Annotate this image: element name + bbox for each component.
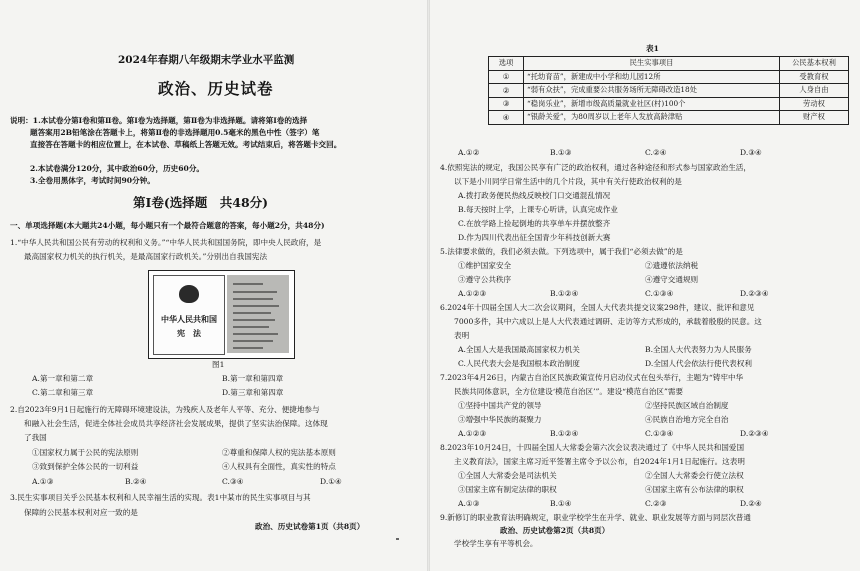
constitution-cover-title: 中华人民共和国 (161, 314, 217, 324)
option-a: A.①③ (32, 477, 54, 486)
option-d: D.全国人代会依法行使代表权利 (645, 359, 752, 368)
statement-item: ④人权具有全面性，真实性的特点 (222, 462, 336, 471)
option-d: D.②③④ (740, 429, 769, 438)
option-a: A.拨打政务便民热线反映校门口交通混乱情况 (458, 191, 611, 200)
question-text: 6.2024年十四届全国人大二次会议期间，全国人大代表共提交议案298件，建议、批评和意见 (440, 303, 755, 312)
statement-item: ③遵守公共秩序 (458, 275, 512, 284)
option-d: D.作为四川代表出征全国青少年科技创新大赛 (458, 233, 611, 242)
statement-item: ②尊重和保障人权的宪法基本原则 (222, 448, 336, 457)
option-b: B.①④ (550, 499, 572, 508)
option-b: B.①②④ (550, 289, 579, 298)
table-row (489, 97, 849, 111)
table-cell: “托幼育苗”，新建成中小学和幼儿园12所 (524, 70, 780, 84)
option-b: B.②④ (125, 477, 147, 486)
table-cell: 受教育权 (780, 70, 849, 84)
option-b: B.第一章和第四章 (222, 374, 284, 383)
part-intro: 一、单项选择题(本大题共24小题，每小题只有一个最符合题意的答案，每小题2分，共48分) (10, 221, 325, 230)
section-heading: 第Ⅰ卷(选择题 共48分) (133, 195, 269, 210)
table-cell: “银龄关爱”，为80周岁以上老年人发放高龄津贴 (524, 111, 780, 125)
table-header-row (489, 57, 849, 71)
column-header: 民生实事项目 (524, 57, 780, 71)
question-text: 7.2023年4月26日，内蒙古自治区民族政策宣传月启动仪式在包头举行，主题为“铸牢中华 (440, 373, 744, 382)
question-text: 3.民生实事项目关乎公民基本权利和人民幸福生活的实现。表1中某市的民生实事项目与其 (10, 493, 311, 502)
table-row (489, 70, 849, 84)
table-row (489, 111, 849, 125)
instruction-line: 2.本试卷满分120分，其中政治60分，历史60分。 (30, 164, 205, 173)
option-d: D.②③④ (740, 289, 769, 298)
question-text: 最高国家权力机关的执行机关，是最高国家行政机关。”分别出自我国宪法 (24, 252, 268, 261)
question-text: 以下是小川同学日常生活中的几个片段，其中有关行使政治权利的是 (454, 177, 682, 186)
page-footer: 政治、历史试卷第2页（共8页） (500, 526, 610, 535)
statement-item: ④遵守交通规则 (645, 275, 699, 284)
option-a: A.全国人大是我国最高国家权力机关 (458, 345, 580, 354)
option-c: C.①③④ (645, 429, 674, 438)
national-emblem-icon (179, 285, 199, 303)
option-b: B.每天按时上学，上课专心听讲，认真完成作业 (458, 205, 618, 214)
instruction-line: 3.全卷用黑体字，考试时间90分钟。 (30, 176, 155, 185)
table-caption: 表1 (646, 44, 659, 53)
statement-item: ④国家主席有公布法律的职权 (645, 485, 744, 494)
question-text: 了我国 (24, 433, 47, 442)
exam-title: 2024年春期八年级期末学业水平监测 (118, 54, 295, 66)
figure-caption: 图1 (212, 360, 225, 369)
question-text: 8.2023年10月24日，十四届全国人大常委会第六次会议表决通过了《中华人民共和国爱国 (440, 443, 745, 452)
question-text: 2.自2023年9月1日起施行的无障碍环境建设法，为残疾人及老年人平等、充分、便捷地参与 (10, 405, 320, 414)
table-cell: “稳岗乐业”，新增市级高质量就业社区(村)100个 (524, 97, 780, 111)
question-text: 保障的公民基本权利对应一致的是 (24, 508, 138, 517)
option-c: C.②③ (645, 499, 667, 508)
question-text: 主义教育法》，国家主席习近平签署主席令予以公布，自2024年1月1日起施行。这表明 (454, 457, 745, 466)
table-cell: 劳动权 (780, 97, 849, 111)
option-a: A.①③ (458, 499, 480, 508)
option-c: C.人民代表大会是我国根本政治制度 (458, 359, 580, 368)
constitution-contents-page (227, 275, 289, 353)
table-cell: ③ (489, 97, 524, 111)
option-c: C.第二章和第三章 (32, 388, 94, 397)
instruction-line: 直接答在答题卡的相应位置上，在本试卷、草稿纸上答题无效。考试结束后，将答题卡交回。 (30, 140, 342, 149)
option-a: A.①②③ (458, 289, 487, 298)
option-c: C.①③④ (645, 289, 674, 298)
statement-item: ②坚持民族区域自治制度 (645, 401, 729, 410)
option-a: A.第一章和第二章 (32, 374, 94, 383)
statement-item: ③国家主席有制定法律的职权 (458, 485, 557, 494)
option-a: A.①②③ (458, 429, 487, 438)
question-text: 1.“中华人民共和国公民有劳动的权利和义务。”“中华人民共和国国务院，即中央人民政府，是 (10, 238, 322, 247)
instruction-line: 说明：1.本试卷分第Ⅰ卷和第Ⅱ卷。第Ⅰ卷为选择题，第Ⅱ卷为非选择题。请将第Ⅰ卷的选择 (10, 116, 308, 125)
statement-item: ①维护国家安全 (458, 261, 512, 270)
exam-page-2 (430, 0, 860, 571)
table-1 (488, 56, 849, 125)
table-cell: 财产权 (780, 111, 849, 125)
option-a: A.①② (458, 148, 480, 157)
option-d: D.③④ (740, 148, 762, 157)
option-d: D.①④ (320, 477, 342, 486)
question-text: 学校学生享有平等机会。 (454, 539, 538, 548)
table-cell: 人身自由 (780, 84, 849, 98)
statement-item: ①国家权力属于公民的宪法原则 (32, 448, 139, 457)
option-c: C.③④ (222, 477, 244, 486)
statement-item: ①坚持中国共产党的领导 (458, 401, 542, 410)
question-text: 9.新修订的职业教育法明确规定，职业学校学生在升学、就业、职业发展等方面与同层次普通 (440, 513, 751, 522)
table-row (489, 84, 849, 98)
statement-item: ②全国人大常委会行使立法权 (645, 471, 744, 480)
question-text: 4.依照宪法的规定，我国公民享有广泛的政治权利，通过各种途径和形式参与国家政治生活， (440, 163, 751, 172)
table-cell: ④ (489, 111, 524, 125)
constitution-figure (148, 270, 295, 359)
page-footer: 政治、历史试卷第1页（共8页） (255, 522, 365, 531)
question-text: 5.法律要求做的，我们必须去做。下列选项中，属于我们“必须去做”的是 (440, 247, 683, 256)
exam-page-1 (0, 0, 428, 571)
option-b: B.①③ (550, 148, 572, 157)
constitution-cover-subtitle: 宪 法 (177, 328, 201, 338)
table-cell: ② (489, 84, 524, 98)
option-b: B.①②④ (550, 429, 579, 438)
column-header: 选项 (489, 57, 524, 71)
constitution-cover (153, 275, 225, 355)
option-b: B.全国人大代表努力为人民服务 (645, 345, 752, 354)
instruction-line: 题答案用2B铅笔涂在答题卡上，将第Ⅱ卷的非选择题用0.5毫米的黑色中性（签字）笔 (30, 128, 320, 137)
statement-item: ②遗遵依法纳税 (645, 261, 699, 270)
subject-title: 政治、历史试卷 (158, 79, 274, 98)
statement-item: ④民族自治地方完全自治 (645, 415, 729, 424)
option-c: C.在放学路上捡起倒地的共享单车并摆放整齐 (458, 219, 611, 228)
statement-item: ③增强中华民族的凝聚力 (458, 415, 542, 424)
scan-speck (396, 538, 399, 540)
question-text: 和融入社会生活，促进全体社会成员共享经济社会发展成果，提供了坚实法治保障。这体现 (24, 419, 328, 428)
statement-item: ①全国人大常委会是司法机关 (458, 471, 557, 480)
question-text: 表明 (454, 331, 470, 340)
option-c: C.②④ (645, 148, 667, 157)
option-d: D.第三章和第四章 (222, 388, 284, 397)
column-header: 公民基本权利 (780, 57, 849, 71)
option-d: D.②④ (740, 499, 762, 508)
table-cell: “弱有众扶”，完成重要公共服务场所无障碍改造18处 (524, 84, 780, 98)
statement-item: ③致到保护全体公民的一切利益 (32, 462, 139, 471)
question-text: 7000多件，其中六成以上是人大代表通过调研、走访等方式形成的，承载着殷殷的民意。这 (454, 317, 762, 326)
table-cell: ① (489, 70, 524, 84)
question-text: 民族共同体意识，全方位建设‘模范自治区’”。建设“模范自治区”需要 (454, 387, 684, 396)
